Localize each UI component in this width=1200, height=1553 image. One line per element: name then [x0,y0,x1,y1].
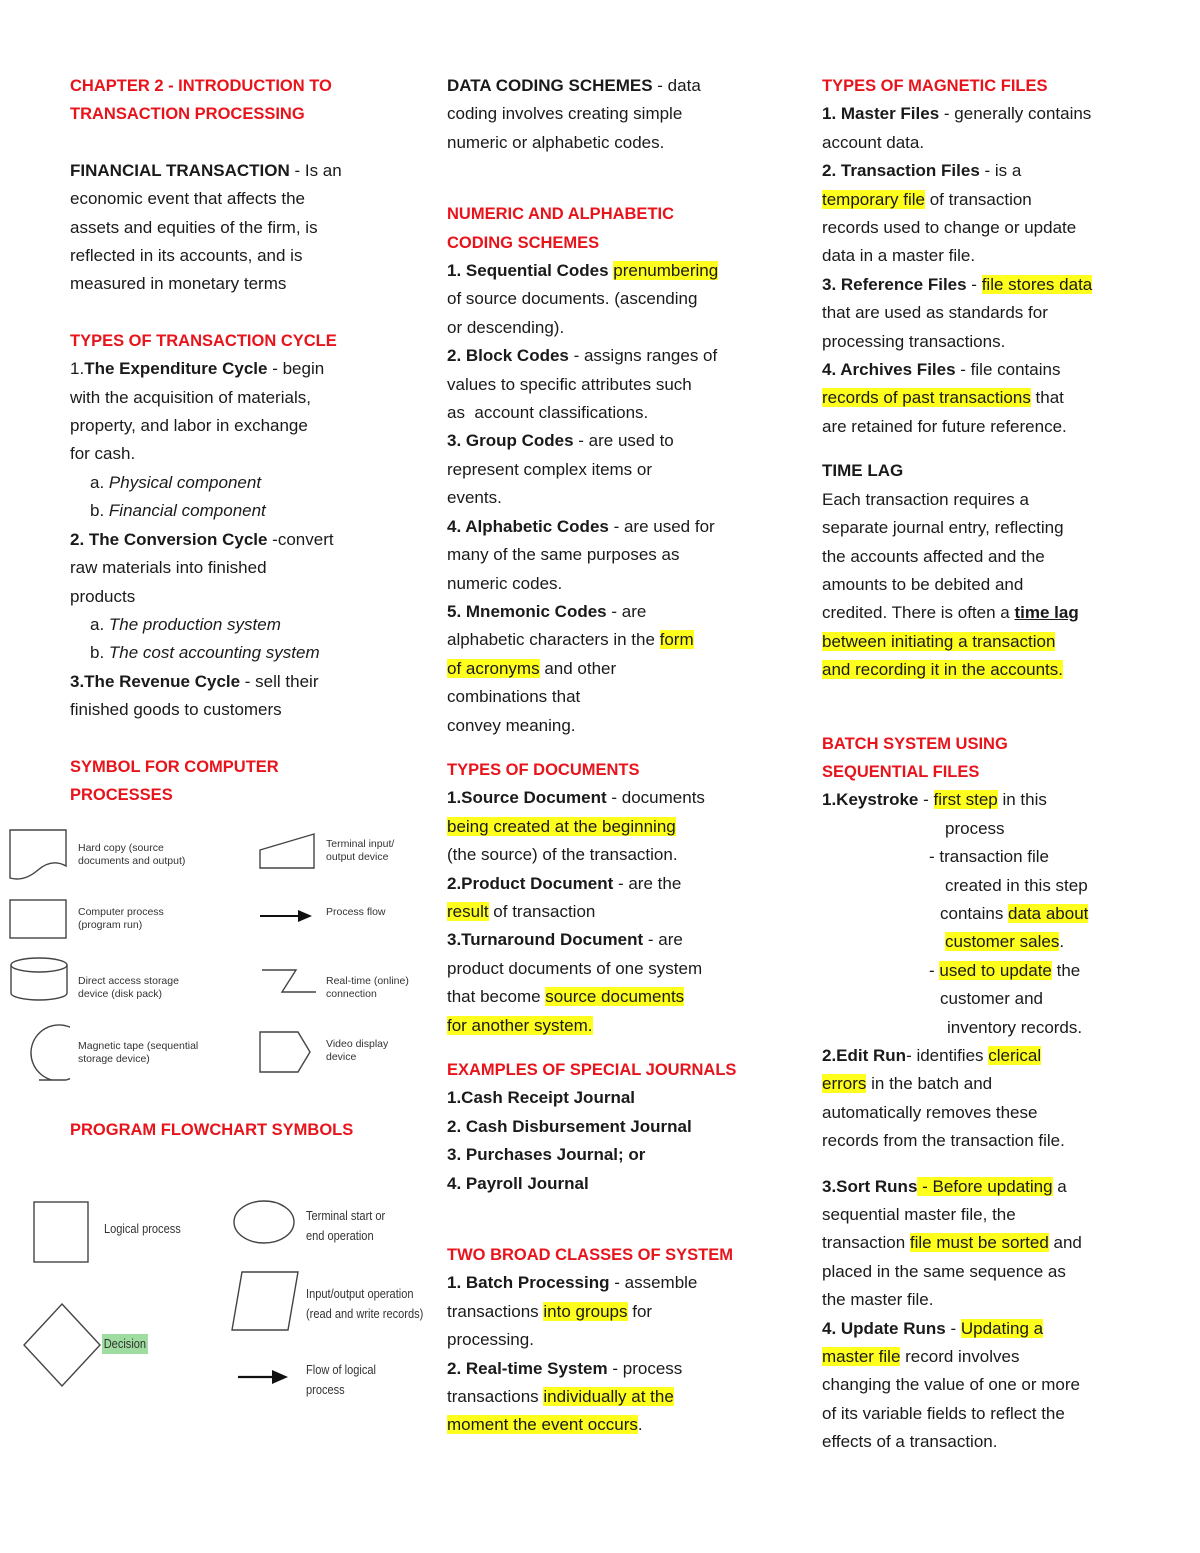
text-line: data in a master file. [822,246,976,266]
text-line: records from the transaction file. [822,1131,1065,1151]
sub-item: a. The production system [90,614,281,634]
text-line: transactions into groups for [447,1301,653,1321]
time-lag-heading: TIME LAG [822,461,904,481]
sub-item: b. The cost accounting system [90,643,320,663]
column-1 [70,72,400,809]
text-line: transactions individually at the [447,1387,674,1407]
update-runs: 4. Update Runs - Updating a [822,1318,1044,1338]
column-3 [822,72,1152,1457]
sub-item: b. Financial component [90,501,266,521]
text-line: credited. There is often a time lag [822,603,1079,623]
archive-files: 4. Archives Files - file contains [822,360,1061,380]
symbol-heading-line2: PROCESSES [70,785,173,804]
documents-heading: TYPES OF DOCUMENTS [447,760,640,779]
real-time-system: 2. Real-time System - process [447,1358,683,1378]
text-line: for another system. [447,1015,593,1035]
text-line: moment the event occurs. [447,1415,643,1435]
text-line: Each transaction requires a [822,489,1029,509]
text-line: transaction file must be sorted and [822,1233,1082,1253]
sub-item: a. Physical component [90,472,262,492]
hard-copy-icon [8,828,68,886]
disk-storage-label: Direct access storage device (disk pack) [78,975,179,1000]
input-output-label: Input/output operation (read and write records) [306,1286,424,1321]
text-line: inventory records. [947,1017,1083,1037]
source-document: 1.Source Document - documents [447,788,705,808]
process-flow-arrow-icon [258,906,314,926]
text-line: economic event that affects the [70,189,305,209]
text-line: the accounts affected and the [822,546,1045,566]
flow-of-logic-arrow-icon [236,1366,290,1388]
text-line: process [945,818,1005,838]
text-line: of acronyms and other [447,658,617,678]
magnetic-tape-label: Magnetic tape (sequential storage device) [78,1040,199,1065]
text-line: automatically removes these [822,1102,1038,1122]
text-line: for cash. [70,444,136,464]
text-line: temporary file of transaction [822,189,1032,209]
journal-item: 4. Payroll Journal [447,1173,589,1193]
alphabetic-codes: 4. Alphabetic Codes - are used for [447,516,715,536]
disk-storage-icon [8,955,70,1005]
journal-item: 1.Cash Receipt Journal [447,1088,636,1108]
batch-system-heading-line1: BATCH SYSTEM USING [822,734,1008,753]
cycle-heading: TYPES OF TRANSACTION CYCLE [70,331,337,350]
text-line: product documents of one system [447,958,703,978]
column-2 [447,72,772,1440]
text-line: reflected in its accounts, and is [70,246,303,266]
text-line: products [70,586,136,606]
hard-copy-label: Hard copy (source documents and output) [78,842,186,867]
text-line: records of past transactions that [822,388,1064,408]
block-codes: 2. Block Codes - assigns ranges of [447,346,718,366]
terminal-io-label: Terminal input/ output device [326,838,395,863]
text-line: separate journal entry, reflecting [822,518,1064,538]
text-line: being created at the beginning [447,816,676,836]
text-line: errors in the batch and [822,1074,993,1094]
text-line: processing transactions. [822,331,1006,351]
text-line: numeric or alphabetic codes. [447,132,665,152]
chapter-title-line2: TRANSACTION PROCESSING [70,105,305,124]
computer-process-label: Computer process (program run) [78,906,164,931]
terminal-oval-icon [232,1198,296,1246]
text-line: (the source) of the transaction. [447,845,678,865]
text-line: customer and [940,989,1043,1009]
real-time-connection-icon [260,966,318,996]
text-line: account data. [822,132,925,152]
sequential-codes: 1. Sequential Codes prenumbering [447,261,719,281]
text-line: - used to update the [929,960,1081,980]
text-line: of source documents. (ascending [447,289,698,309]
text-line: placed in the same sequence as [822,1261,1066,1281]
journal-item: 3. Purchases Journal; or [447,1145,646,1165]
text-line: finished goods to customers [70,700,282,720]
text-line: and recording it in the accounts. [822,660,1063,680]
text-line: sequential master file, the [822,1205,1016,1225]
terminal-io-icon [256,830,318,872]
text-line: with the acquisition of materials, [70,387,311,407]
expenditure-cycle: 1.The Expenditure Cycle - begin [70,359,325,379]
text-line: raw materials into finished [70,558,267,578]
text-line: numeric codes. [447,573,563,593]
text-line: that become source documents [447,987,685,1007]
financial-transaction-def: FINANCIAL TRANSACTION - Is an [70,160,342,180]
text-line: events. [447,488,502,508]
master-files: 1. Master Files - generally contains [822,104,1092,124]
process-flow-label: Process flow [326,906,386,918]
magnetic-tape-icon [8,1020,70,1086]
video-display-label: Video display device [326,1038,389,1063]
product-document: 2.Product Document - are the [447,873,682,893]
text-line: many of the same purposes as [447,545,680,565]
real-time-connection-label: Real-time (online) connection [326,975,409,1000]
text-line: or descending). [447,317,565,337]
chapter-title-line1: CHAPTER 2 - INTRODUCTION TO [70,77,332,95]
group-codes: 3. Group Codes - are used to [447,431,674,451]
text-line: changing the value of one or more [822,1375,1081,1395]
sort-runs: 3.Sort Runs - Before updating a [822,1176,1067,1196]
text-line: of its variable fields to reflect the [822,1403,1065,1423]
text-line: between initiating a transaction [822,631,1056,651]
batch-system-heading-line2: SEQUENTIAL FILES [822,762,980,781]
text-line: amounts to be debited and [822,574,1024,594]
text-line: combinations that [447,687,581,707]
text-line: values to specific attributes such [447,374,692,394]
system-classes-heading: TWO BROAD CLASSES OF SYSTEM [447,1246,734,1265]
text-line: coding involves creating simple [447,104,683,124]
text-line: measured in monetary terms [70,274,287,294]
logical-process-icon [32,1200,90,1264]
decision-diamond-icon [22,1302,102,1388]
text-line: alphabetic characters in the form [447,630,694,650]
flow-of-logic-label: Flow of logical process [306,1362,377,1397]
text-line: as account classifications. [447,403,649,423]
text-line: the master file. [822,1290,934,1310]
text-line: effects of a transaction. [822,1432,998,1452]
text-line: contains data about [940,903,1089,923]
reference-files: 3. Reference Files - file stores data [822,274,1093,294]
text-line: records used to change or update [822,218,1077,238]
text-line: assets and equities of the firm, is [70,217,318,237]
text-line: master file record involves [822,1347,1020,1367]
edit-run: 2.Edit Run- identifies clerical [822,1046,1042,1065]
magnetic-files-heading: TYPES OF MAGNETIC FILES [822,77,1048,95]
text-line: customer sales. [945,932,1065,952]
keystroke: 1.Keystroke - first step in this [822,790,1047,810]
logical-process-label: Logical process [104,1221,181,1236]
computer-process-icon [8,898,68,942]
journal-item: 2. Cash Disbursement Journal [447,1116,692,1136]
transaction-files: 2. Transaction Files - is a [822,161,1022,181]
text-line: are retained for future reference. [822,416,1067,436]
symbol-heading-line1: SYMBOL FOR COMPUTER [70,757,279,776]
coding-schemes-heading-line1: NUMERIC AND ALPHABETIC [447,205,675,224]
text-line: represent complex items or [447,459,653,479]
data-coding-schemes: DATA CODING SCHEMES - data [447,76,701,95]
conversion-cycle: 2. The Conversion Cycle -convert [70,529,334,549]
text-line: result of transaction [447,901,596,921]
text-line: processing. [447,1330,534,1350]
coding-schemes-heading-line2: CODING SCHEMES [447,233,600,252]
text-line: - transaction file [929,847,1049,867]
text-line: convey meaning. [447,715,576,735]
terminal-start-end-label: Terminal start or end operation [306,1208,386,1243]
decision-label: Decision [102,1334,148,1354]
turnaround-document: 3.Turnaround Document - are [447,930,683,950]
revenue-cycle: 3.The Revenue Cycle - sell their [70,671,319,691]
text-line: created in this step [945,875,1088,895]
text-line: property, and labor in exchange [70,416,308,436]
video-display-icon [258,1028,314,1076]
mnemonic-codes: 5. Mnemonic Codes - are [447,601,647,621]
program-flowchart-heading: PROGRAM FLOWCHART SYMBOLS [70,1121,354,1139]
special-journals-heading: EXAMPLES OF SPECIAL JOURNALS [447,1061,737,1079]
batch-processing: 1. Batch Processing - assemble [447,1273,698,1293]
text-line: that are used as standards for [822,303,1048,323]
input-output-icon [230,1270,300,1332]
